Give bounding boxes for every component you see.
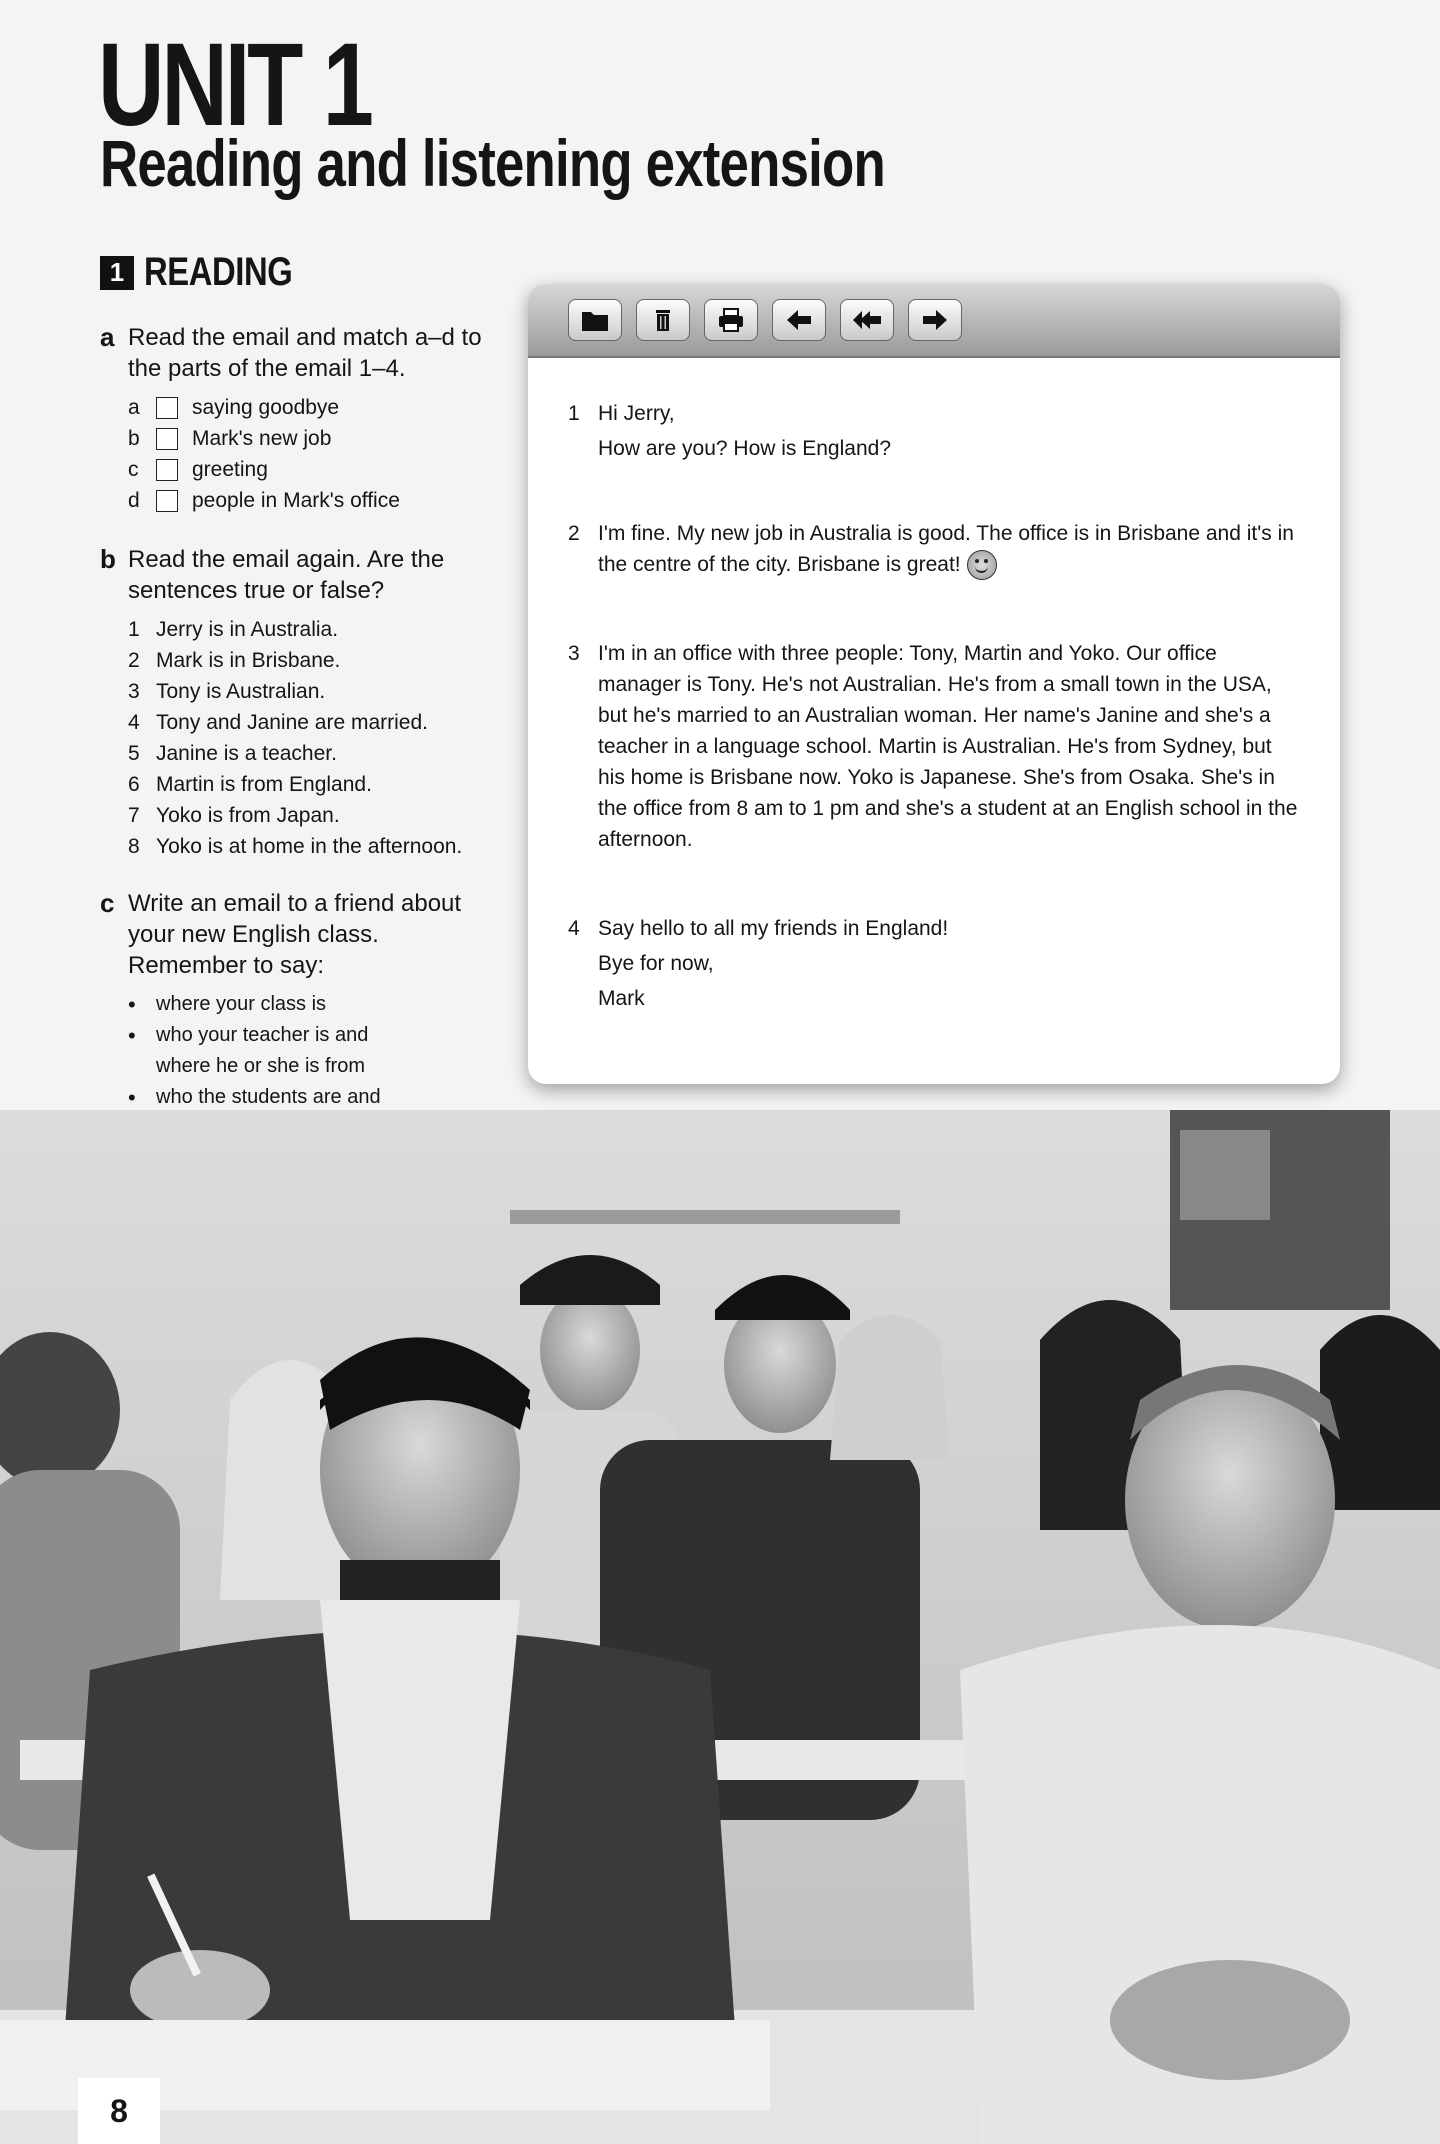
item-text: Martin is from England. — [156, 772, 372, 796]
email-line: Say hello to all my friends in England! — [598, 917, 949, 941]
question-letter: b — [100, 544, 116, 574]
section-heading — [100, 250, 325, 295]
answer-checkbox[interactable] — [156, 459, 178, 481]
question-c — [100, 888, 480, 1144]
item-text: Tony and Janine are married. — [156, 710, 428, 734]
question-b — [100, 544, 500, 862]
section-label: READING — [144, 250, 293, 294]
bullet-icon: • — [128, 1085, 136, 1110]
item-text: who the students are and — [156, 1086, 381, 1108]
item-number: 5 — [128, 741, 140, 765]
list-item — [128, 454, 500, 485]
item-number: 1 — [128, 617, 140, 641]
email-greeting: Hi Jerry, — [598, 402, 675, 425]
page-subtitle: Reading and listening extension — [100, 126, 885, 200]
paragraph-number: 1 — [568, 402, 580, 425]
item-text: Mark's new job — [192, 426, 332, 450]
answer-checkbox[interactable] — [156, 428, 178, 450]
question-text: Write an email to a friend about your new English class. Remember to say: — [128, 890, 462, 979]
list-item — [128, 485, 500, 516]
item-text: greeting — [192, 457, 268, 481]
email-paragraph — [568, 638, 1300, 855]
email-paragraph — [568, 518, 1300, 580]
classroom-photo — [0, 1110, 1440, 2144]
list-item — [128, 423, 500, 454]
reply-icon[interactable] — [772, 299, 826, 341]
trash-icon[interactable] — [636, 299, 690, 341]
item-number: 2 — [128, 648, 140, 672]
email-signature: Mark — [598, 987, 645, 1011]
statement-list — [128, 614, 500, 862]
item-text: Tony is Australian. — [156, 679, 326, 703]
email-line: How are you? How is England? — [598, 437, 891, 460]
list-item — [128, 831, 500, 862]
question-text: Read the email again. Are the sentences true or false? — [128, 546, 445, 604]
paragraph-number: 4 — [568, 917, 580, 941]
email-paragraph — [568, 913, 1300, 1018]
item-text: where your class is — [156, 993, 327, 1015]
paragraph-number: 3 — [568, 642, 580, 666]
paragraph-number: 2 — [568, 522, 580, 545]
smiley-icon — [967, 550, 997, 580]
item-text: people in Mark's office — [192, 488, 400, 512]
forward-icon[interactable] — [908, 299, 962, 341]
email-signoff: Bye for now, — [598, 952, 714, 976]
item-text: who your teacher is and where he or she is from — [156, 1024, 369, 1077]
question-a — [100, 322, 500, 516]
question-letter: a — [100, 322, 115, 352]
item-text: Janine is a teacher. — [156, 741, 337, 765]
question-text: Read the email and match a–d to the parts of the email 1–4. — [128, 324, 482, 382]
item-text: Yoko is from Japan. — [156, 803, 340, 827]
list-item — [128, 707, 500, 738]
print-icon[interactable] — [704, 299, 758, 341]
item-letter: d — [128, 488, 140, 512]
item-letter: a — [128, 395, 140, 419]
bullet-icon: • — [128, 992, 136, 1017]
answer-checkbox[interactable] — [156, 490, 178, 512]
item-number: 3 — [128, 679, 140, 703]
reply-all-icon[interactable] — [840, 299, 894, 341]
list-item — [128, 614, 500, 645]
photo-illustration — [0, 1110, 1440, 2144]
list-item — [128, 769, 500, 800]
list-item — [128, 800, 500, 831]
list-item — [128, 738, 500, 769]
email-toolbar — [528, 284, 1340, 358]
email-body — [528, 358, 1340, 1018]
list-item — [128, 645, 500, 676]
answer-checkbox[interactable] — [156, 397, 178, 419]
item-text: saying goodbye — [192, 395, 340, 419]
email-window — [528, 284, 1340, 1084]
list-item — [128, 1020, 480, 1082]
email-paragraph — [568, 398, 1300, 468]
item-letter: c — [128, 457, 139, 481]
item-number: 8 — [128, 834, 140, 858]
item-text: Mark is in Brisbane. — [156, 648, 341, 672]
question-letter: c — [100, 888, 115, 918]
page-number: 8 — [78, 2078, 160, 2144]
bullet-icon: • — [128, 1023, 136, 1048]
match-list — [128, 392, 500, 516]
list-item — [128, 676, 500, 707]
email-text: I'm in an office with three people: Tony, Martin and Yoko. Our office manager is Tony. He's not Australian. He's from a small town in the USA, but he's married to an Australian woman. Her name's Janine and she's a teacher in a language school. Martin is Australian. He's from Sydney, but his home is Brisbane now. Yoko is Japanese. She's from Osaka. She's in the office from 8 am to 1 pm and she's a student at an English school in the afternoon. — [598, 642, 1298, 852]
item-number: 6 — [128, 772, 140, 796]
item-text: Yoko is at home in the afternoon. — [156, 834, 463, 858]
item-text: Jerry is in Australia. — [156, 617, 339, 641]
section-number: 1 — [100, 256, 134, 290]
unit-title: UNIT 1 — [98, 19, 371, 151]
item-letter: b — [128, 426, 140, 450]
email-text: I'm fine. My new job in Australia is good. The office is in Brisbane and it's in the centre of the city. Brisbane is great! — [598, 522, 1294, 576]
list-item — [128, 989, 480, 1020]
item-number: 7 — [128, 803, 140, 827]
folder-icon[interactable] — [568, 299, 622, 341]
item-number: 4 — [128, 710, 140, 734]
list-item — [128, 392, 500, 423]
